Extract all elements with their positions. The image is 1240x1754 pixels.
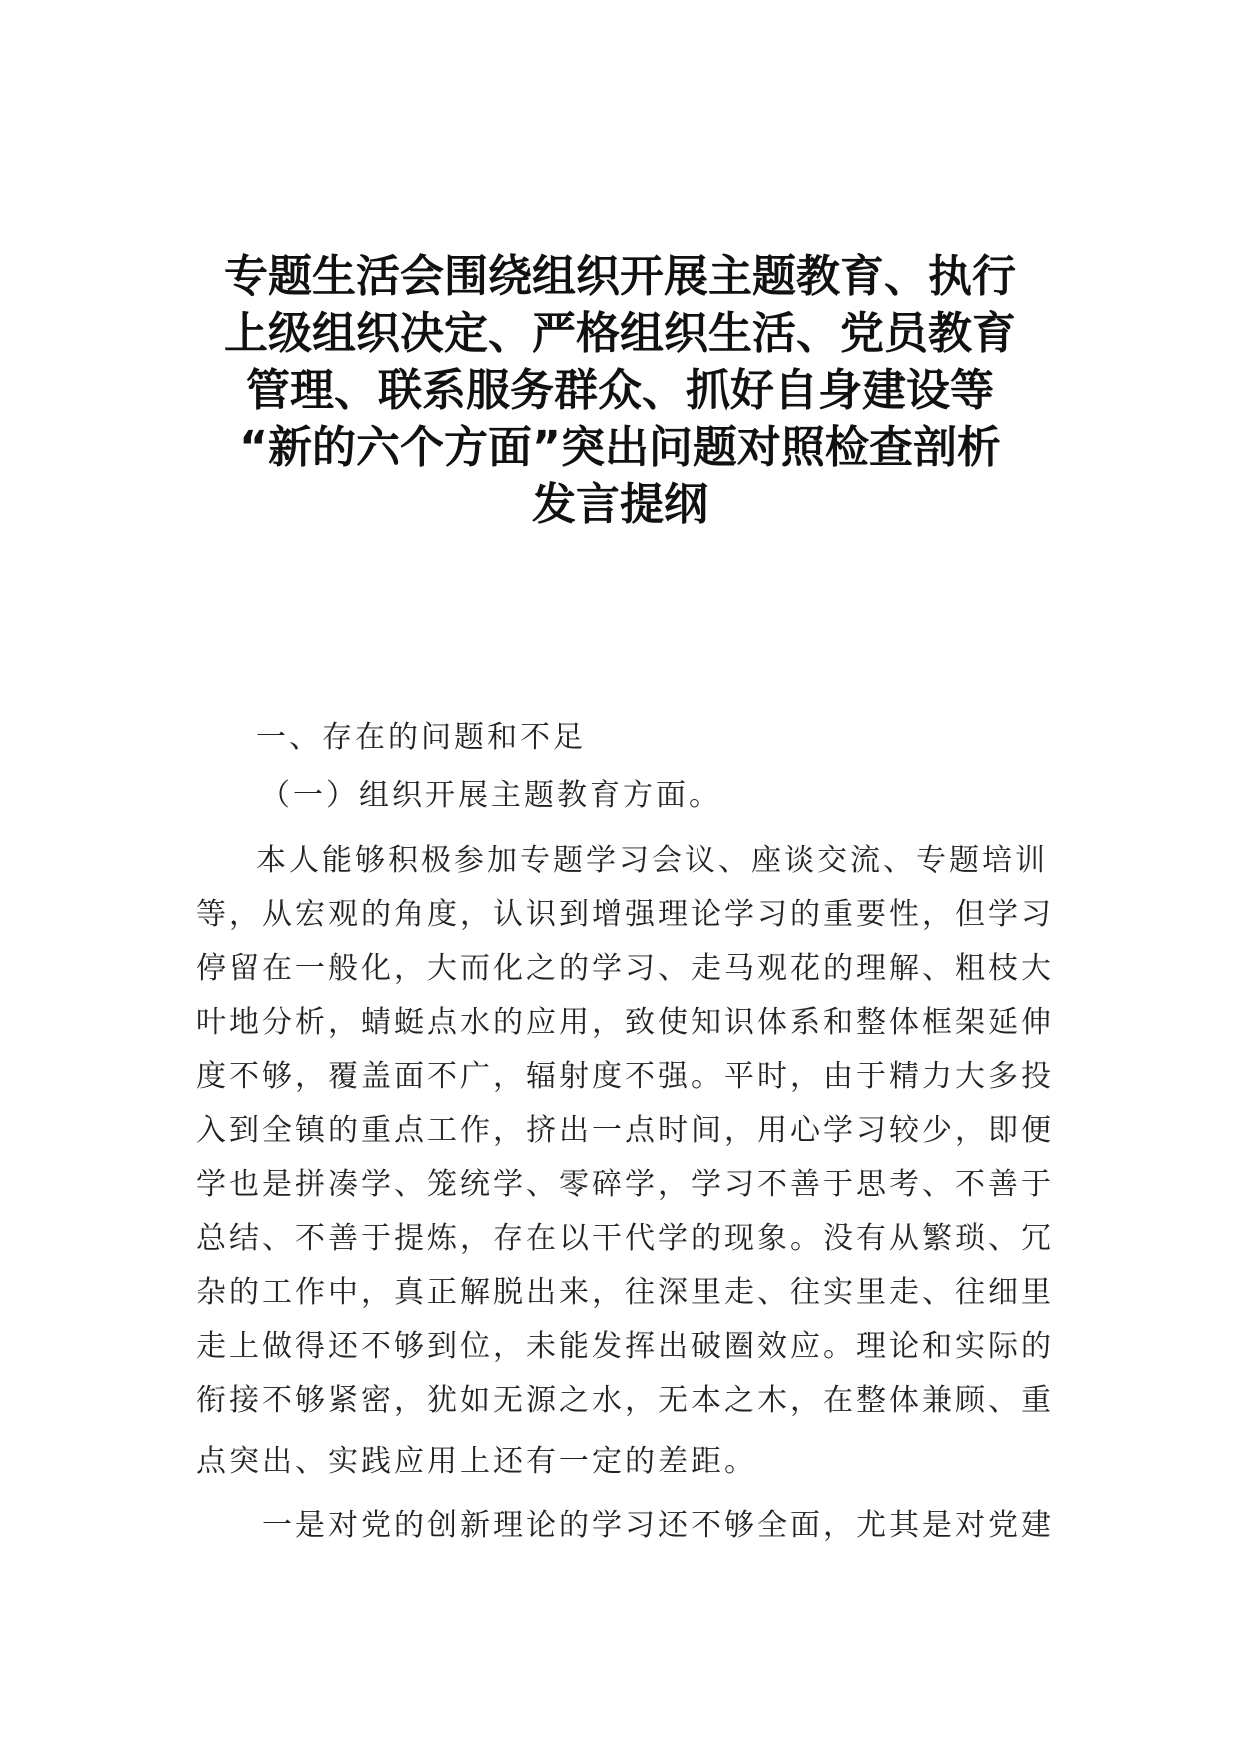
paragraph-line: 本人能够积极参加专题学习会议、座谈交流、专题培训	[256, 843, 1048, 878]
subsection-heading: （一）组织开展主题教育方面。	[260, 778, 722, 813]
title-line: 上级组织决定、严格组织生活、党员教育	[224, 308, 1016, 359]
title-line: 管理、联系服务群众、抓好自身建设等	[246, 365, 994, 416]
paragraph-line: 杂的工作中，真正解脱出来，往深里走、往实里走、往细里	[196, 1275, 1054, 1310]
paragraph-line: 度不够，覆盖面不广，辐射度不强。平时，由于精力大多投	[196, 1059, 1054, 1094]
paragraph-line: 一是对党的创新理论的学习还不够全面，尤其是对党建	[262, 1508, 1054, 1543]
paragraph-line: 衔接不够紧密，犹如无源之水，无本之木，在整体兼顾、重	[196, 1383, 1054, 1418]
paragraph-line: 等，从宏观的角度，认识到增强理论学习的重要性，但学习	[196, 897, 1054, 932]
paragraph-line: 叶地分析，蜻蜓点水的应用，致使知识体系和整体框架延伸	[196, 1005, 1054, 1040]
paragraph-line: 总结、不善于提炼，存在以干代学的现象。没有从繁琐、冗	[196, 1221, 1054, 1256]
paragraph-line: 点突出、实践应用上还有一定的差距。	[196, 1444, 757, 1479]
paragraph-line: 入到全镇的重点工作，挤出一点时间，用心学习较少，即便	[196, 1113, 1054, 1148]
paragraph-line: 停留在一般化，大而化之的学习、走马观花的理解、粗枝大	[196, 951, 1054, 986]
title-line: 专题生活会围绕组织开展主题教育、执行	[224, 251, 1016, 302]
document-title	[150, 248, 1090, 533]
title-line: 发言提纲	[532, 479, 708, 530]
section-heading: 一、存在的问题和不足	[256, 720, 586, 755]
paragraph-line: 学也是拼凑学、笼统学、零碎学，学习不善于思考、不善于	[196, 1167, 1054, 1202]
paragraph-line: 走上做得还不够到位，未能发挥出破圈效应。理论和实际的	[196, 1329, 1054, 1364]
title-line: “新的六个方面”突出问题对照检查剖析	[239, 422, 1001, 473]
